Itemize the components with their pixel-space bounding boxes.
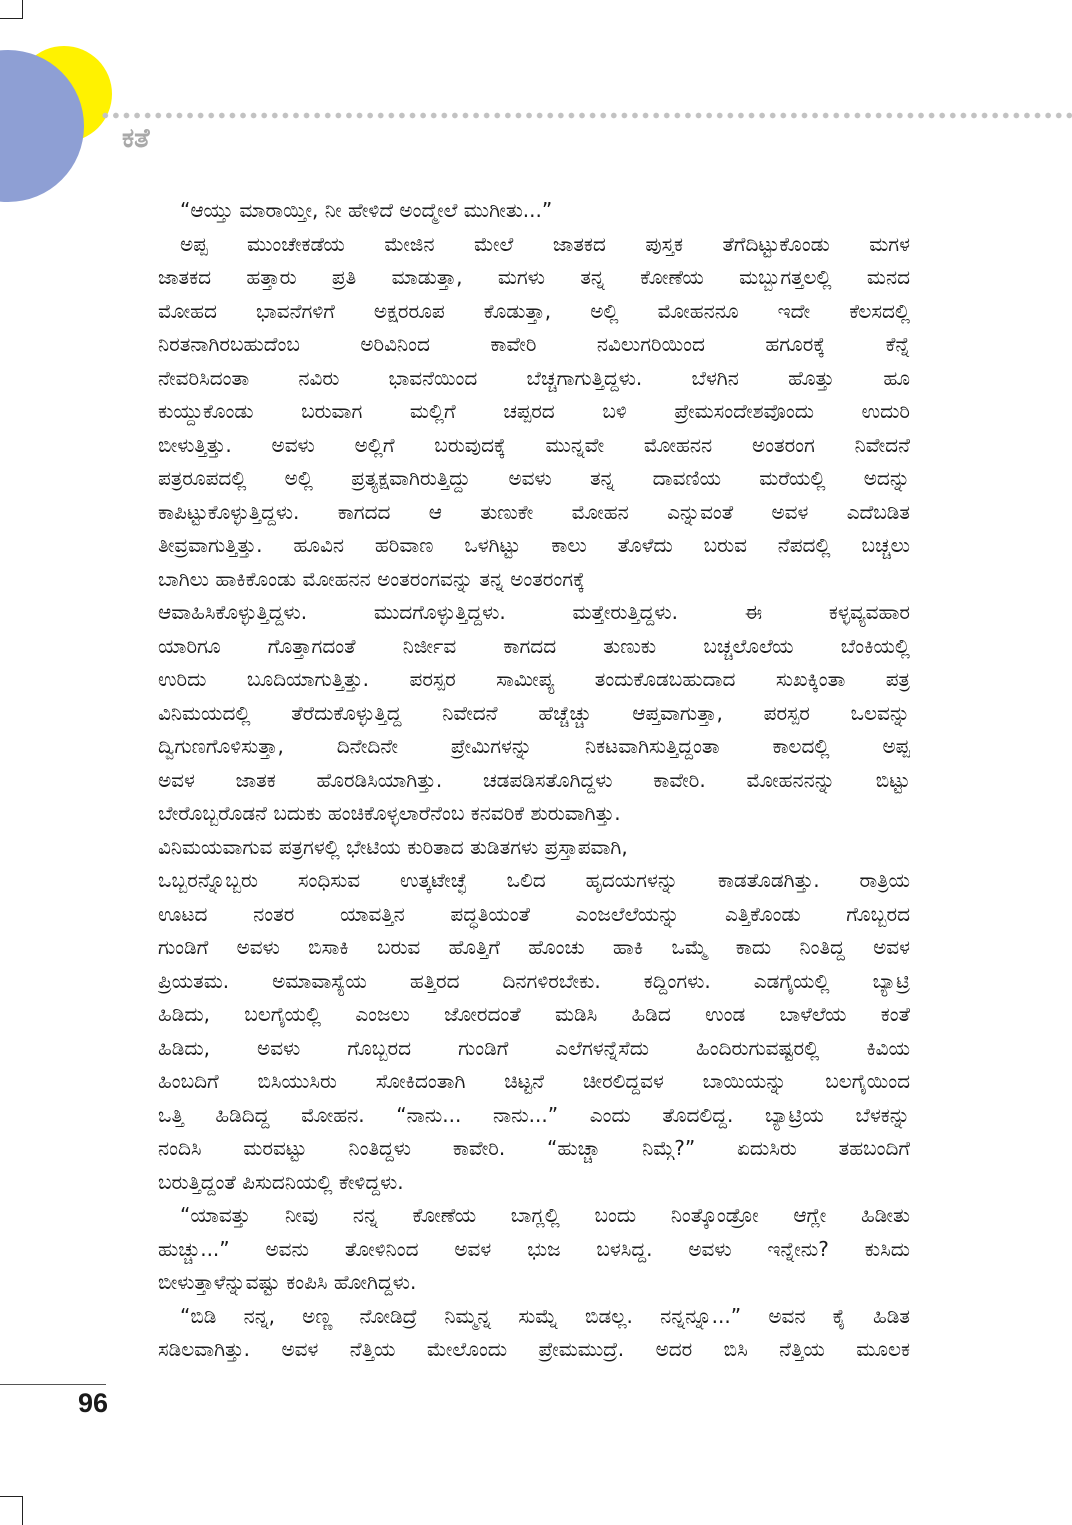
- text-line: ಕಾಪಿಟ್ಟುಕೊಳ್ಳುತ್ತಿದ್ದಳು. ಕಾಗದದ ಆ ತುಣುಕೇ ಮೋಹನ ಎನ್ನುವಂತೆ ಅವಳ ಎದೆಬಡಿತ: [158, 499, 910, 524]
- text-line: ದ್ವಿಗುಣಗೊಳಿಸುತ್ತಾ, ದಿನೇದಿನೇ ಪ್ರೇಮಿಗಳನ್ನು ನಿಕಟವಾಗಿಸುತ್ತಿದ್ದಂತಾ ಕಾಲದಲ್ಲಿ ಅಪ್ಪ: [158, 734, 910, 758]
- text-line: ಹಿಡಿದು, ಅವಳು ಗೊಬ್ಬರದ ಗುಂಡಿಗೆ ಎಲೆಗಳನ್ನೆಸೆದು ಹಿಂದಿರುಗುವಷ್ಟರಲ್ಲಿ ಕಿವಿಯ: [158, 1035, 910, 1060]
- text-line: ಪ್ರಿಯತಮ. ಅಮಾವಾಸ್ಯೆಯ ಹತ್ತಿರದ ದಿನಗಳಿರಬೇಕು. ಕದ್ದಿಂಗಳು. ಎಡಗೈಯಲ್ಲಿ ಬ್ಯಾಟ್ರಿ: [158, 968, 910, 993]
- text-line: ಕುಯ್ದುಕೊಂಡು ಬರುವಾಗ ಮಲ್ಲಿಗೆ ಚಪ್ಪರದ ಬಳಿ ಪ್ರೇಮಸಂದೇಶವೊಂದು ಉದುರಿ: [158, 399, 910, 423]
- text-line: ಒತ್ತಿ ಹಿಡಿದಿದ್ದ ಮೋಹನ. “ನಾನು... ನಾನು...” ಎಂದು ತೊದಲಿದ್ದ. ಬ್ಯಾಟ್ರಿಯ ಬೆಳಕನ್ನು: [158, 1102, 910, 1127]
- text-line: “ಬಿಡಿ ನನ್ನ, ಅಣ್ಣ ನೋಡಿದ್ರೆ ನಿಮ್ಮನ್ನ ಸುಮ್ನೆ ಬಿಡಲ್ಲ. ನನ್ನನ್ನೂ...” ಅವನ ಕೈ ಹಿಡಿತ: [180, 1303, 910, 1328]
- header-dotted-rule: [100, 112, 1072, 119]
- page-number: 96: [78, 1388, 109, 1418]
- text-line: ಅವಳ ಜಾತಕ ಹೊರಡಿಸಿಯಾಗಿತ್ತು. ಚಡಪಡಿಸತೊಗಿದ್ದಳು ಕಾವೇರಿ. ಮೋಹನನನ್ನು ಬಿಟ್ಟು: [158, 767, 910, 792]
- text-line: ವಿನಿಮಯದಲ್ಲಿ ತೆರೆದುಕೊಳ್ಳುತ್ತಿದ್ದ ನಿವೇದನೆ ಹೆಚ್ಚೆಚ್ಚು ಆಪ್ತವಾಗುತ್ತಾ, ಪರಸ್ಪರ ಒಲವನ್ನು: [158, 700, 910, 725]
- text-line: ಮೋಹದ ಭಾವನೆಗಳಿಗೆ ಅಕ್ಷರರೂಪ ಕೊಡುತ್ತಾ, ಅಲ್ಲಿ ಮೋಹನನೂ ಇದೇ ಕೆಲಸದಲ್ಲಿ: [158, 298, 910, 323]
- text-line: ಬೀಳುತ್ತಿತ್ತು. ಅವಳು ಅಲ್ಲಿಗೆ ಬರುವುದಕ್ಕೆ ಮುನ್ನವೇ ಮೋಹನನ ಅಂತರಂಗ ನಿವೇದನೆ: [158, 432, 910, 457]
- text-line: ಅಪ್ಪ ಮುಂಚೇಕಡೆಯ ಮೇಜಿನ ಮೇಲೆ ಜಾತಕದ ಪುಸ್ತಕ ತೆಗೆದಿಟ್ಟುಕೊಂಡು ಮಗಳ: [180, 231, 910, 256]
- text-line: ಹುಚ್ಚು...” ಅವನು ತೋಳಿನಿಂದ ಅವಳ ಭುಜ ಬಳಸಿದ್ದ. ಅವಳು ಇನ್ನೇನು? ಕುಸಿದು: [158, 1236, 910, 1261]
- text-line: ಯಾರಿಗೂ ಗೊತ್ತಾಗದಂತೆ ನಿರ್ಜೀವ ಕಾಗದದ ತುಣುಕು ಬಚ್ಚಲೊಲೆಯ ಬೆಂಕಿಯಲ್ಲಿ: [158, 633, 910, 658]
- text-line: ಹಿಂಬದಿಗೆ ಬಿಸಿಯುಸಿರು ಸೋಕಿದಂತಾಗಿ ಚಿಟ್ಟನೆ ಚೀರಲಿದ್ದವಳ ಬಾಯಿಯನ್ನು ಬಲಗೈಯಿಂದ: [158, 1069, 910, 1093]
- crop-mark-bottom-left-vertical: [22, 1496, 23, 1525]
- text-line: ಗುಂಡಿಗೆ ಅವಳು ಬಿಸಾಕಿ ಬರುವ ಹೊತ್ತಿಗೆ ಹೊಂಚು ಹಾಕಿ ಒಮ್ಮೆ ಕಾದು ನಿಂತಿದ್ದ ಅವಳ: [158, 935, 910, 959]
- crop-mark-bottom-left-horizontal: [0, 1496, 23, 1497]
- section-label: ಕತೆ: [122, 123, 150, 154]
- text-line: ಸಡಿಲವಾಗಿತ್ತು. ಅವಳ ನೆತ್ತಿಯ ಮೇಲೊಂದು ಪ್ರೇಮಮುದ್ರೆ. ಅದರ ಬಿಸಿ ನೆತ್ತಿಯ ಮೂಲಕ: [158, 1337, 910, 1361]
- text-line: “ಯಾವತ್ತು ನೀವು ನನ್ನ ಕೋಣೆಯ ಬಾಗ್ಲಲ್ಲಿ ಬಂದು ನಿಂತ್ಕೊಂಡ್ರೋ ಆಗ್ಲೇ ಹಿಡೀತು: [180, 1203, 910, 1227]
- footer-rule: [0, 1384, 106, 1385]
- text-line: “ಆಯ್ತು ಮಾರಾಯ್ತೀ, ನೀ ಹೇಳಿದೆ ಅಂದ್ಮೇಲೆ ಮುಗೀತು...”: [180, 198, 553, 222]
- text-line: ಬೀಳುತ್ತಾಳೆನ್ನುವಷ್ಟು ಕಂಪಿಸಿ ಹೋಗಿದ್ದಳು.: [158, 1270, 417, 1294]
- text-line: ನಿರತನಾಗಿರಬಹುದೆಂಬ ಅರಿವಿನಿಂದ ಕಾವೇರಿ ನವಿಲುಗರಿಯಿಂದ ಹಗೂರಕ್ಕೆ ಕೆನ್ನೆ: [158, 332, 910, 356]
- text-line: ಬೇರೊಬ್ಬರೊಡನೆ ಬದುಕು ಹಂಚಿಕೊಳ್ಳಲಾರೆನೆಂಬ ಕನವರಿಕೆ ಶುರುವಾಗಿತ್ತು.: [158, 801, 621, 825]
- crop-mark-top-left-horizontal: [0, 18, 23, 19]
- story-text: [158, 194, 910, 1367]
- crop-mark-top-left-vertical: [22, 0, 23, 18]
- text-line: ನೇವರಿಸಿದಂತಾ ನವಿರು ಭಾವನೆಯಿಂದ ಬೆಚ್ಚಗಾಗುತ್ತಿದ್ದಳು. ಬೆಳಗಿನ ಹೊತ್ತು ಹೂ: [158, 365, 910, 390]
- text-line: ಬಾಗಿಲು ಹಾಕಿಕೊಂಡು ಮೋಹನನ ಅಂತರಂಗವನ್ನು ತನ್ನ ಅಂತರಂಗಕ್ಕೆ: [158, 566, 585, 591]
- text-line: ಒಬ್ಬರನ್ನೊಬ್ಬರು ಸಂಧಿಸುವ ಉತ್ಕಟೇಚ್ಛೆ ಒಲಿದ ಹೃದಯಗಳನ್ನು ಕಾಡತೊಡಗಿತ್ತು. ರಾತ್ರಿಯ: [158, 868, 910, 892]
- text-line: ವಿನಿಮಯವಾಗುವ ಪತ್ರಗಳಲ್ಲಿ ಭೇಟಿಯ ಕುರಿತಾದ ತುಡಿತಗಳು ಪ್ರಸ್ತಾಪವಾಗಿ,: [158, 834, 628, 859]
- text-line: ಆವಾಹಿಸಿಕೊಳ್ಳುತ್ತಿದ್ದಳು. ಮುದಗೊಳ್ಳುತ್ತಿದ್ದಳು. ಮತ್ತೇರುತ್ತಿದ್ದಳು. ಈ ಕಳ್ಳವ್ಯವಹಾರ: [158, 600, 910, 624]
- text-line: ನಂದಿಸಿ ಮರವಟ್ಟು ನಿಂತಿದ್ದಳು ಕಾವೇರಿ. “ಹುಚ್ಚಾ ನಿಮ್ಗೆ?” ಏದುಸಿರು ತಹಬಂದಿಗೆ: [158, 1136, 910, 1160]
- text-line: ತೀವ್ರವಾಗುತ್ತಿತ್ತು. ಹೂವಿನ ಹರಿವಾಣ ಒಳಗಿಟ್ಟು ಕಾಲು ತೊಳೆದು ಬರುವ ನೆಪದಲ್ಲಿ ಬಚ್ಚಲು: [158, 533, 910, 557]
- text-line: ಊಟದ ನಂತರ ಯಾವತ್ತಿನ ಪದ್ಧತಿಯಂತೆ ಎಂಜಲೆಲೆಯನ್ನು ಎತ್ತಿಕೊಂಡು ಗೊಬ್ಬರದ: [158, 901, 910, 926]
- text-line: ಬರುತ್ತಿದ್ದಂತೆ ಪಿಸುದನಿಯಲ್ಲಿ ಕೇಳಿದ್ದಳು.: [158, 1169, 404, 1194]
- text-line: ಜಾತಕದ ಹತ್ತಾರು ಪ್ರತಿ ಮಾಡುತ್ತಾ, ಮಗಳು ತನ್ನ ಕೋಣೆಯ ಮಬ್ಬುಗತ್ತಲಲ್ಲಿ ಮನದ: [158, 265, 910, 289]
- text-line: ಪತ್ರರೂಪದಲ್ಲಿ ಅಲ್ಲಿ ಪ್ರತ್ಯಕ್ಷವಾಗಿರುತ್ತಿದ್ದು ಅವಳು ತನ್ನ ದಾವಣಿಯ ಮರೆಯಲ್ಲಿ ಅದನ್ನು: [158, 466, 910, 490]
- text-line: ಉರಿದು ಬೂದಿಯಾಗುತ್ತಿತ್ತು. ಪರಸ್ಪರ ಸಾಮೀಪ್ಯ ತಂದುಕೊಡಬಹುದಾದ ಸುಖಕ್ಕಿಂತಾ ಪತ್ರ: [158, 667, 910, 691]
- text-line: ಹಿಡಿದು, ಬಲಗೈಯಲ್ಲಿ ಎಂಜಲು ಜೋರದಂತೆ ಮಡಿಸಿ ಹಿಡಿದ ಉಂಡ ಬಾಳೆಲೆಯ ಕಂತೆ: [158, 1002, 910, 1026]
